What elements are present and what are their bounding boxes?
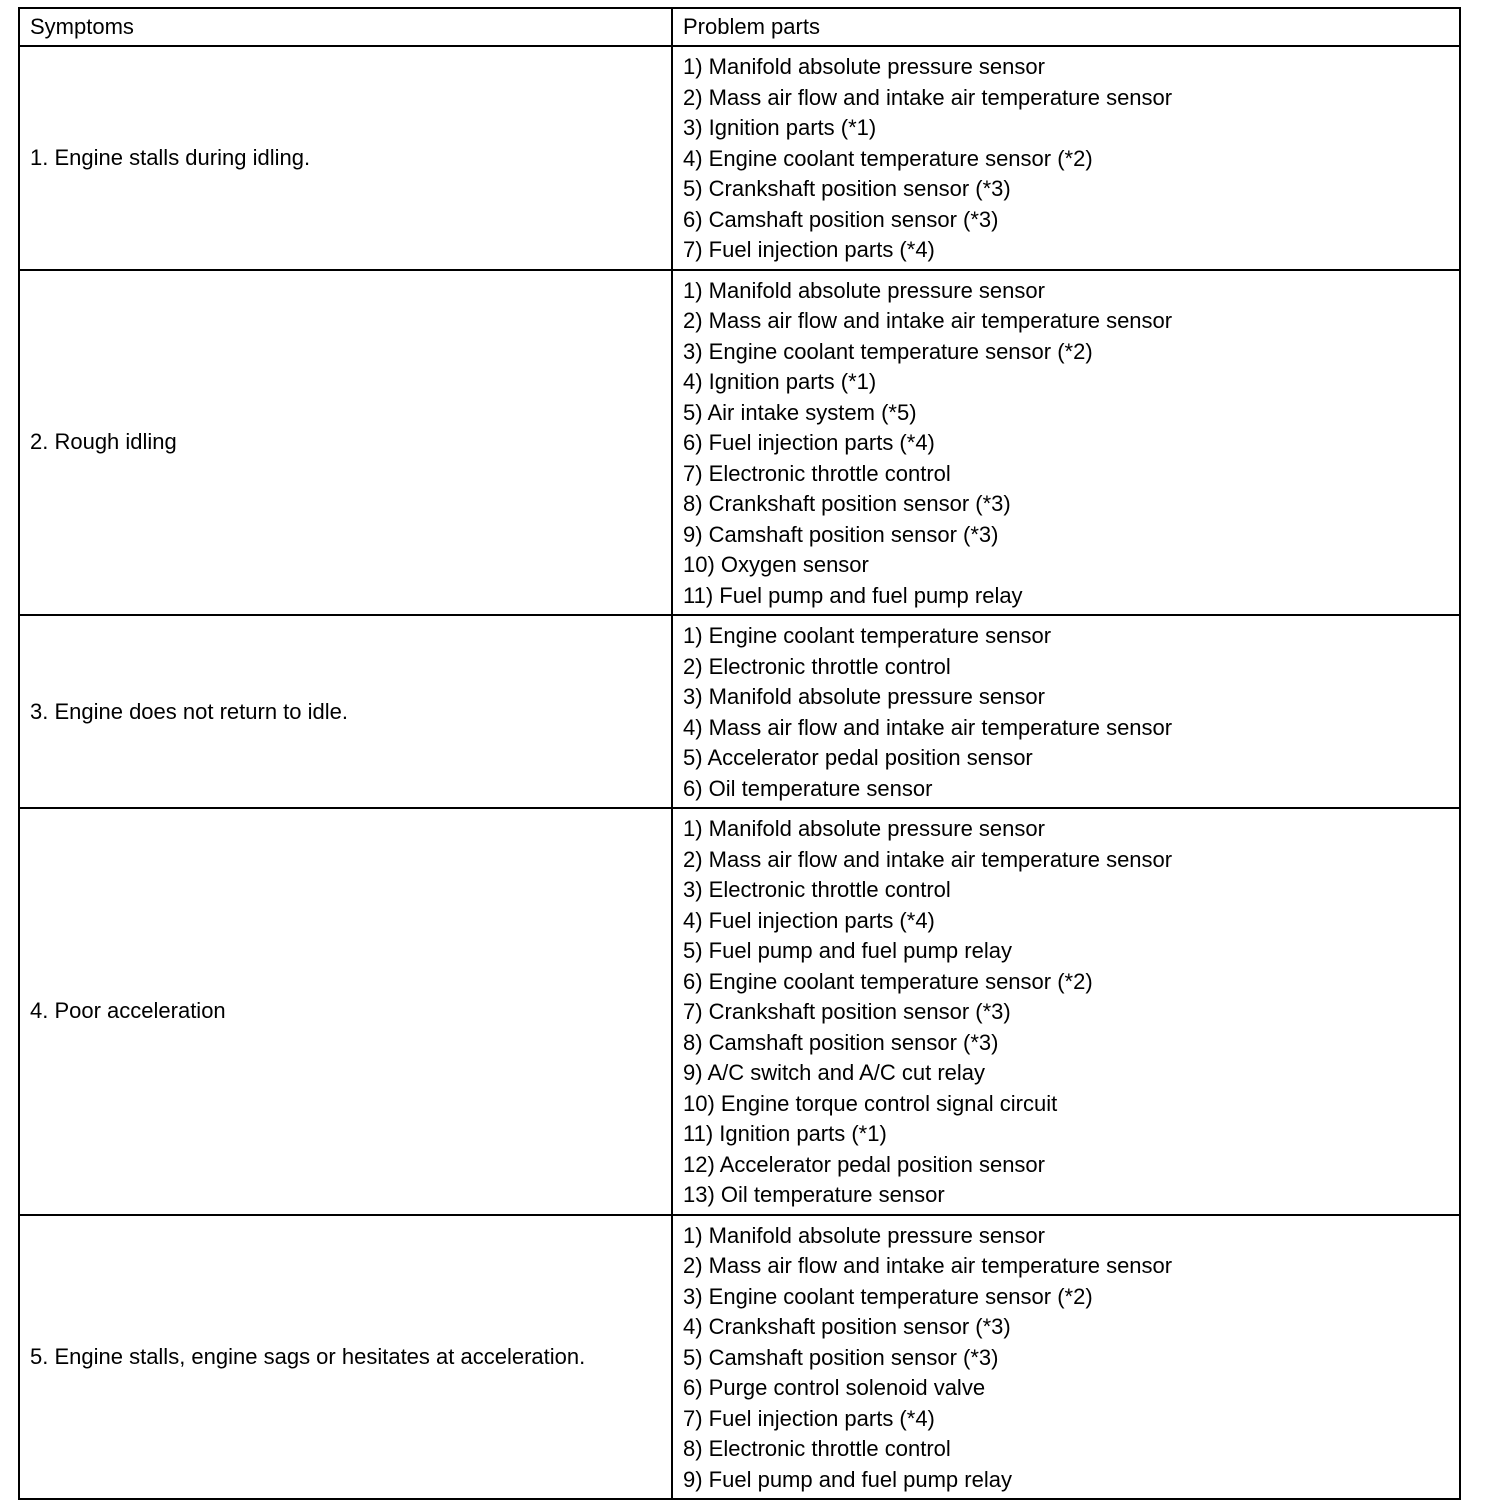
list-item: 2) Electronic throttle control xyxy=(683,653,951,679)
list-item: 1) Engine coolant temperature sensor xyxy=(683,623,1052,648)
symptom-cell: 1. Engine stalls during idling. xyxy=(19,46,672,270)
list-item: 8) Crankshaft position sensor (*3) xyxy=(683,491,1011,516)
list-item: 6) Engine coolant temperature sensor (*2) xyxy=(683,968,1093,994)
list-item: 5) Accelerator pedal position sensor xyxy=(683,745,1033,770)
list-item: 1) Manifold absolute pressure sensor xyxy=(683,54,1045,79)
problem-parts-list xyxy=(683,1221,1449,1496)
list-item: 4) Mass air flow and intake air temperature sensor xyxy=(683,714,1173,740)
list-item: 11) Ignition parts (*1) xyxy=(683,1121,887,1146)
list-item: 3) Engine coolant temperature sensor (*2) xyxy=(683,1283,1093,1309)
list-item: 4) Ignition parts (*1) xyxy=(683,369,877,394)
list-item: 1) Manifold absolute pressure sensor xyxy=(683,1222,1045,1248)
table-body xyxy=(19,46,1460,1499)
symptom-cell: 2. Rough idling xyxy=(19,270,672,616)
problem-parts-cell xyxy=(672,270,1460,616)
list-item: 5) Fuel pump and fuel pump relay xyxy=(683,938,1012,963)
list-item: 5) Camshaft position sensor (*3) xyxy=(683,1344,999,1370)
problem-parts-cell xyxy=(672,1215,1460,1500)
list-item: 6) Purge control solenoid valve xyxy=(683,1375,986,1400)
list-item: 1) Manifold absolute pressure sensor xyxy=(683,277,1045,303)
symptoms-header: Symptoms xyxy=(19,8,672,46)
list-item: 3) Electronic throttle control xyxy=(683,877,951,902)
list-item: 6) Fuel injection parts (*4) xyxy=(683,430,935,455)
list-item: 5) Crankshaft position sensor (*3) xyxy=(683,176,1011,201)
problem-parts-list xyxy=(683,276,1449,612)
list-item: 7) Fuel injection parts (*4) xyxy=(683,237,935,262)
list-item: 12) Accelerator pedal position sensor xyxy=(683,1151,1045,1177)
list-item: 9) Camshaft position sensor (*3) xyxy=(683,521,999,547)
list-item: 13) Oil temperature sensor xyxy=(683,1182,945,1207)
problem-parts-cell xyxy=(672,46,1460,270)
problem-parts-cell xyxy=(672,615,1460,808)
list-item: 8) Electronic throttle control xyxy=(683,1436,951,1461)
list-item: 9) A/C switch and A/C cut relay xyxy=(683,1060,986,1085)
list-item: 7) Electronic throttle control xyxy=(683,460,951,486)
list-item: 7) Crankshaft position sensor (*3) xyxy=(683,999,1011,1024)
list-item: 3) Ignition parts (*1) xyxy=(683,115,877,140)
list-item: 5) Air intake system (*5) xyxy=(683,399,917,425)
list-item: 9) Fuel pump and fuel pump relay xyxy=(683,1466,1012,1492)
table-row xyxy=(19,270,1460,616)
list-item: 4) Crankshaft position sensor (*3) xyxy=(683,1314,1011,1339)
symptom-cell: 3. Engine does not return to idle. xyxy=(19,615,672,808)
symptom-cell: 4. Poor acceleration xyxy=(19,808,672,1215)
table-row xyxy=(19,615,1460,808)
header-row xyxy=(19,8,1460,46)
list-item: 7) Fuel injection parts (*4) xyxy=(683,1405,935,1431)
problem-parts-list xyxy=(683,52,1449,266)
list-item: 2) Mass air flow and intake air temperature sensor xyxy=(683,84,1173,110)
list-item: 8) Camshaft position sensor (*3) xyxy=(683,1029,999,1055)
problem-parts-list xyxy=(683,814,1449,1211)
list-item: 6) Camshaft position sensor (*3) xyxy=(683,206,999,232)
problem-parts-cell xyxy=(672,808,1460,1215)
problem-parts-header: Problem parts xyxy=(672,8,1460,46)
list-item: 6) Oil temperature sensor xyxy=(683,775,933,801)
list-item: 11) Fuel pump and fuel pump relay xyxy=(683,582,1023,608)
symptoms-table xyxy=(18,7,1461,1500)
list-item: 4) Fuel injection parts (*4) xyxy=(683,907,935,933)
list-item: 4) Engine coolant temperature sensor (*2) xyxy=(683,145,1093,171)
list-item: 2) Mass air flow and intake air temperature sensor xyxy=(683,846,1173,872)
list-item: 1) Manifold absolute pressure sensor xyxy=(683,816,1045,841)
list-item: 2) Mass air flow and intake air temperature sensor xyxy=(683,1253,1173,1278)
list-item: 10) Engine torque control signal circuit xyxy=(683,1090,1058,1116)
list-item: 2) Mass air flow and intake air temperature sensor xyxy=(683,308,1173,333)
problem-parts-list xyxy=(683,621,1449,804)
list-item: 10) Oxygen sensor xyxy=(683,552,869,577)
list-item: 3) Manifold absolute pressure sensor xyxy=(683,684,1045,709)
table-row xyxy=(19,1215,1460,1500)
list-item: 3) Engine coolant temperature sensor (*2) xyxy=(683,338,1093,364)
table-row xyxy=(19,46,1460,270)
table-row xyxy=(19,808,1460,1215)
symptom-cell: 5. Engine stalls, engine sags or hesitates at acceleration. xyxy=(19,1215,672,1500)
